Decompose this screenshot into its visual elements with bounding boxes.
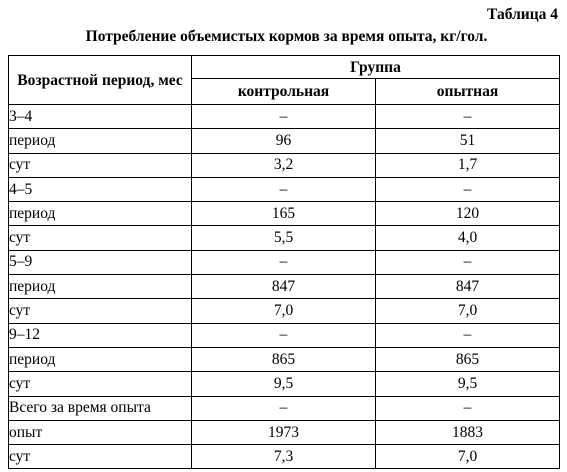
table-caption: Потребление объемистых кормов за время опыта, кг/гол. bbox=[85, 28, 488, 45]
table-row bbox=[9, 250, 560, 274]
row-label: опыт bbox=[9, 420, 192, 444]
row-label: период bbox=[9, 129, 192, 153]
experimental-value: 4,0 bbox=[376, 226, 560, 250]
control-value: 96 bbox=[192, 129, 376, 153]
experimental-value: – bbox=[376, 396, 560, 420]
experimental-value: 847 bbox=[376, 275, 560, 299]
header-control-group: контрольная bbox=[192, 79, 376, 105]
row-label: сут bbox=[9, 372, 192, 396]
table-row bbox=[9, 420, 560, 444]
control-value: 3,2 bbox=[192, 153, 376, 177]
header-group: Группа bbox=[192, 56, 560, 79]
control-value: 7,3 bbox=[192, 445, 376, 469]
experimental-value: 120 bbox=[376, 202, 560, 226]
table-row bbox=[9, 177, 560, 201]
row-label: период bbox=[9, 347, 192, 371]
table-row bbox=[9, 275, 560, 299]
experimental-value: – bbox=[376, 250, 560, 274]
control-value: – bbox=[192, 105, 376, 129]
row-label: сут bbox=[9, 226, 192, 250]
control-value: – bbox=[192, 250, 376, 274]
experimental-value: 9,5 bbox=[376, 372, 560, 396]
row-label: 3–4 bbox=[9, 105, 192, 129]
experimental-value: – bbox=[376, 177, 560, 201]
experimental-value: – bbox=[376, 105, 560, 129]
control-value: 865 bbox=[192, 347, 376, 371]
control-value: – bbox=[192, 396, 376, 420]
table-row bbox=[9, 153, 560, 177]
control-value: – bbox=[192, 323, 376, 347]
experimental-value: 1883 bbox=[376, 420, 560, 444]
row-label: 9–12 bbox=[9, 323, 192, 347]
table-row bbox=[9, 129, 560, 153]
row-label: 5–9 bbox=[9, 250, 192, 274]
table-row bbox=[9, 226, 560, 250]
row-label: период bbox=[9, 275, 192, 299]
control-value: 9,5 bbox=[192, 372, 376, 396]
experimental-value: 1,7 bbox=[376, 153, 560, 177]
row-label: сут bbox=[9, 299, 192, 323]
table-body bbox=[9, 105, 560, 469]
row-label: 4–5 bbox=[9, 177, 192, 201]
header-age-period: Возрастной период, мес bbox=[9, 56, 192, 105]
experimental-value: 865 bbox=[376, 347, 560, 371]
control-value: 847 bbox=[192, 275, 376, 299]
row-label: Всего за время опыта bbox=[9, 396, 192, 420]
row-label: период bbox=[9, 202, 192, 226]
experimental-value: – bbox=[376, 323, 560, 347]
control-value: 7,0 bbox=[192, 299, 376, 323]
table-row bbox=[9, 105, 560, 129]
control-value: 165 bbox=[192, 202, 376, 226]
feed-consumption-table bbox=[8, 55, 560, 469]
row-label: сут bbox=[9, 445, 192, 469]
control-value: – bbox=[192, 177, 376, 201]
row-label: сут bbox=[9, 153, 192, 177]
table-row bbox=[9, 202, 560, 226]
table-row bbox=[9, 323, 560, 347]
experimental-value: 51 bbox=[376, 129, 560, 153]
header-experimental-group: опытная bbox=[376, 79, 560, 105]
table-row bbox=[9, 299, 560, 323]
control-value: 5,5 bbox=[192, 226, 376, 250]
table-row bbox=[9, 372, 560, 396]
experimental-value: 7,0 bbox=[376, 445, 560, 469]
table-row bbox=[9, 445, 560, 469]
table-row bbox=[9, 396, 560, 420]
table-number: Таблица 4 bbox=[487, 6, 558, 23]
table-row bbox=[9, 347, 560, 371]
control-value: 1973 bbox=[192, 420, 376, 444]
experimental-value: 7,0 bbox=[376, 299, 560, 323]
